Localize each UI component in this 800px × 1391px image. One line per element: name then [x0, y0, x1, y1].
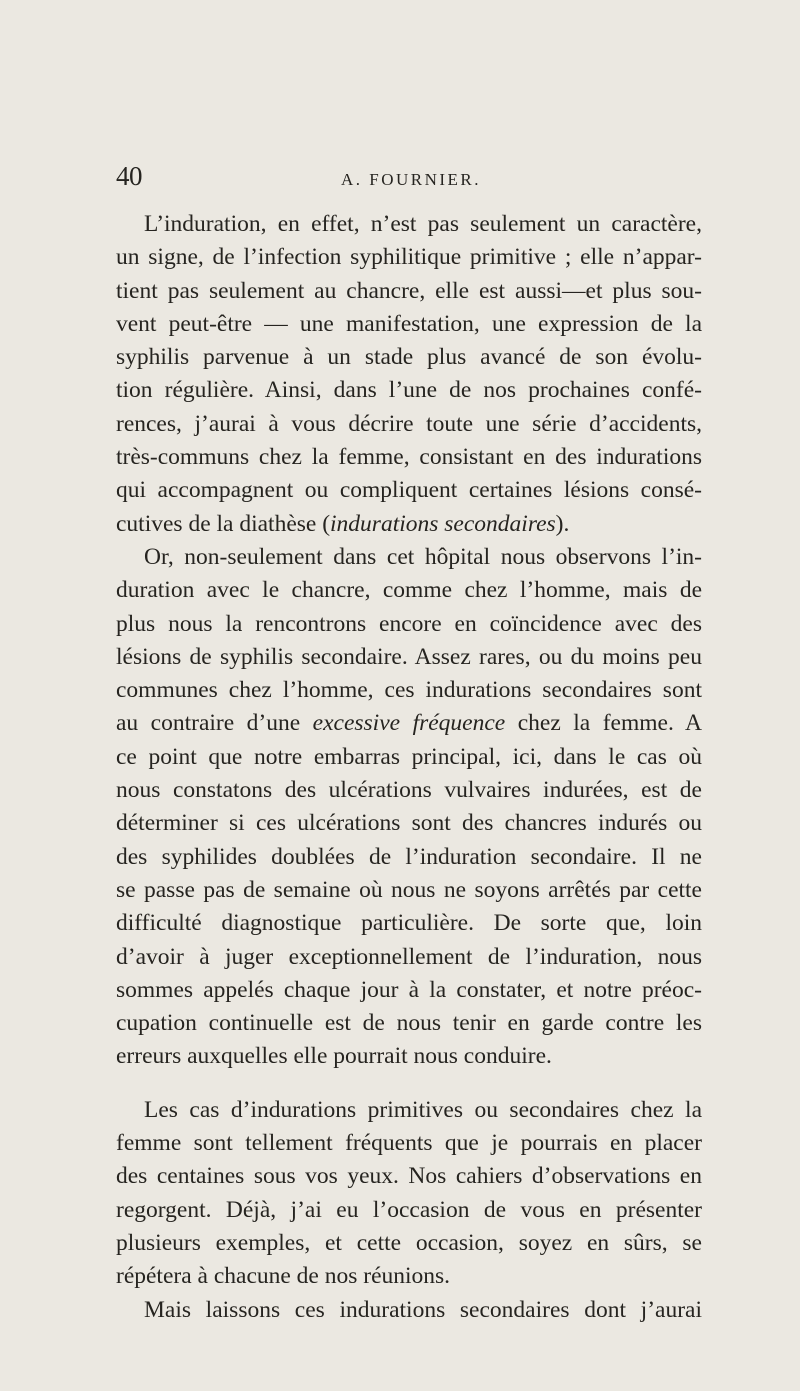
text-line: qui accompagnent ou compliquent certaines lésions consé-	[116, 477, 702, 504]
text-line: erreurs auxquelles elle pourrait nous conduire.	[116, 1043, 552, 1070]
text-line: d’avoir à juger exceptionnellement de l’induration, nous	[116, 943, 702, 970]
text-line: rences, j’aurai à vous décrire toute une série d’accidents,	[116, 410, 702, 437]
text-run: ).	[555, 510, 570, 537]
italic-term: indurations secondaires	[330, 510, 556, 537]
text-line: plusieurs exemples, et cette occasion, soyez en sûrs, se	[116, 1229, 702, 1256]
text-line: communes chez l’homme, ces indurations secondaires sont	[116, 677, 702, 704]
italic-term: excessive fréquence	[312, 710, 506, 737]
text-line: lésions de syphilis secondaire. Assez rares, ou du moins peu	[116, 643, 702, 670]
text-line: un signe, de l’infection syphilitique primitive ; elle n’appar-	[116, 244, 702, 271]
paragraph-3	[116, 1094, 702, 1294]
paragraph-spacer	[116, 1074, 702, 1094]
text-line: Mais laissons ces indurations secondaires dont j’aurai	[144, 1296, 702, 1323]
body-text	[116, 208, 702, 1327]
text-line: syphilis parvenue à un stade plus avancé de son évolu-	[116, 344, 702, 371]
running-head: A. FOURNIER.	[340, 170, 482, 189]
text-line: sommes appelés chaque jour à la constater, et notre préoc-	[116, 976, 702, 1003]
text-line: femme sont tellement fréquents que je pourrais en placer	[116, 1130, 702, 1157]
text-line: cupation continuelle est de nous tenir en garde contre les	[116, 1010, 702, 1037]
text-line: ce point que notre embarras principal, ici, dans le cas où	[116, 743, 702, 770]
text-line: L’induration, en effet, n’est pas seulement un caractère,	[144, 211, 702, 237]
text-line: déterminer si ces ulcérations sont des chancres indurés ou	[116, 810, 702, 837]
page-number: 40	[116, 161, 142, 191]
text-line: très-communs chez la femme, consistant en des indurations	[116, 444, 702, 471]
text-line: difficulté diagnostique particulière. De sorte que, loin	[116, 910, 702, 937]
text-line: duration avec le chancre, comme chez l’homme, mais de	[116, 577, 702, 604]
text-line: des syphilides doublées de l’induration secondaire. Il ne	[116, 843, 702, 870]
text-run: au contraire d’une	[116, 710, 313, 737]
text-line: regorgent. Déjà, j’ai eu l’occasion de vous en présenter	[116, 1196, 702, 1223]
text-line: nous constatons des ulcérations vulvaires indurées, est de	[116, 777, 702, 804]
text-line: vent peut-être — une manifestation, une expression de la	[116, 310, 702, 337]
text-line: tient pas seulement au chancre, elle est aussi—et plus sou-	[116, 277, 702, 304]
paragraph-2	[116, 541, 702, 1074]
page-header	[116, 158, 706, 194]
text-line: tion régulière. Ainsi, dans l’une de nos prochaines confé-	[116, 377, 702, 404]
text-line: des centaines sous vos yeux. Nos cahiers d’observations en	[116, 1163, 702, 1190]
text-line	[116, 508, 702, 541]
paragraph-1	[116, 208, 702, 541]
text-line: Or, non-seulement dans cet hôpital nous observons l’in-	[144, 543, 702, 570]
paragraph-4	[116, 1294, 702, 1327]
text-line: Les cas d’indurations primitives ou secondaires chez la	[144, 1096, 702, 1123]
text-line: se passe pas de semaine où nous ne soyons arrêtés par cette	[116, 876, 702, 903]
text-line: répétera à chacune de nos réunions.	[116, 1263, 451, 1290]
text-run: cutives de la diathèse (	[116, 510, 331, 537]
text-line	[116, 707, 702, 740]
text-run: chez la femme. A	[505, 710, 702, 737]
text-line: plus nous la rencontrons encore en coïncidence avec des	[116, 610, 702, 637]
